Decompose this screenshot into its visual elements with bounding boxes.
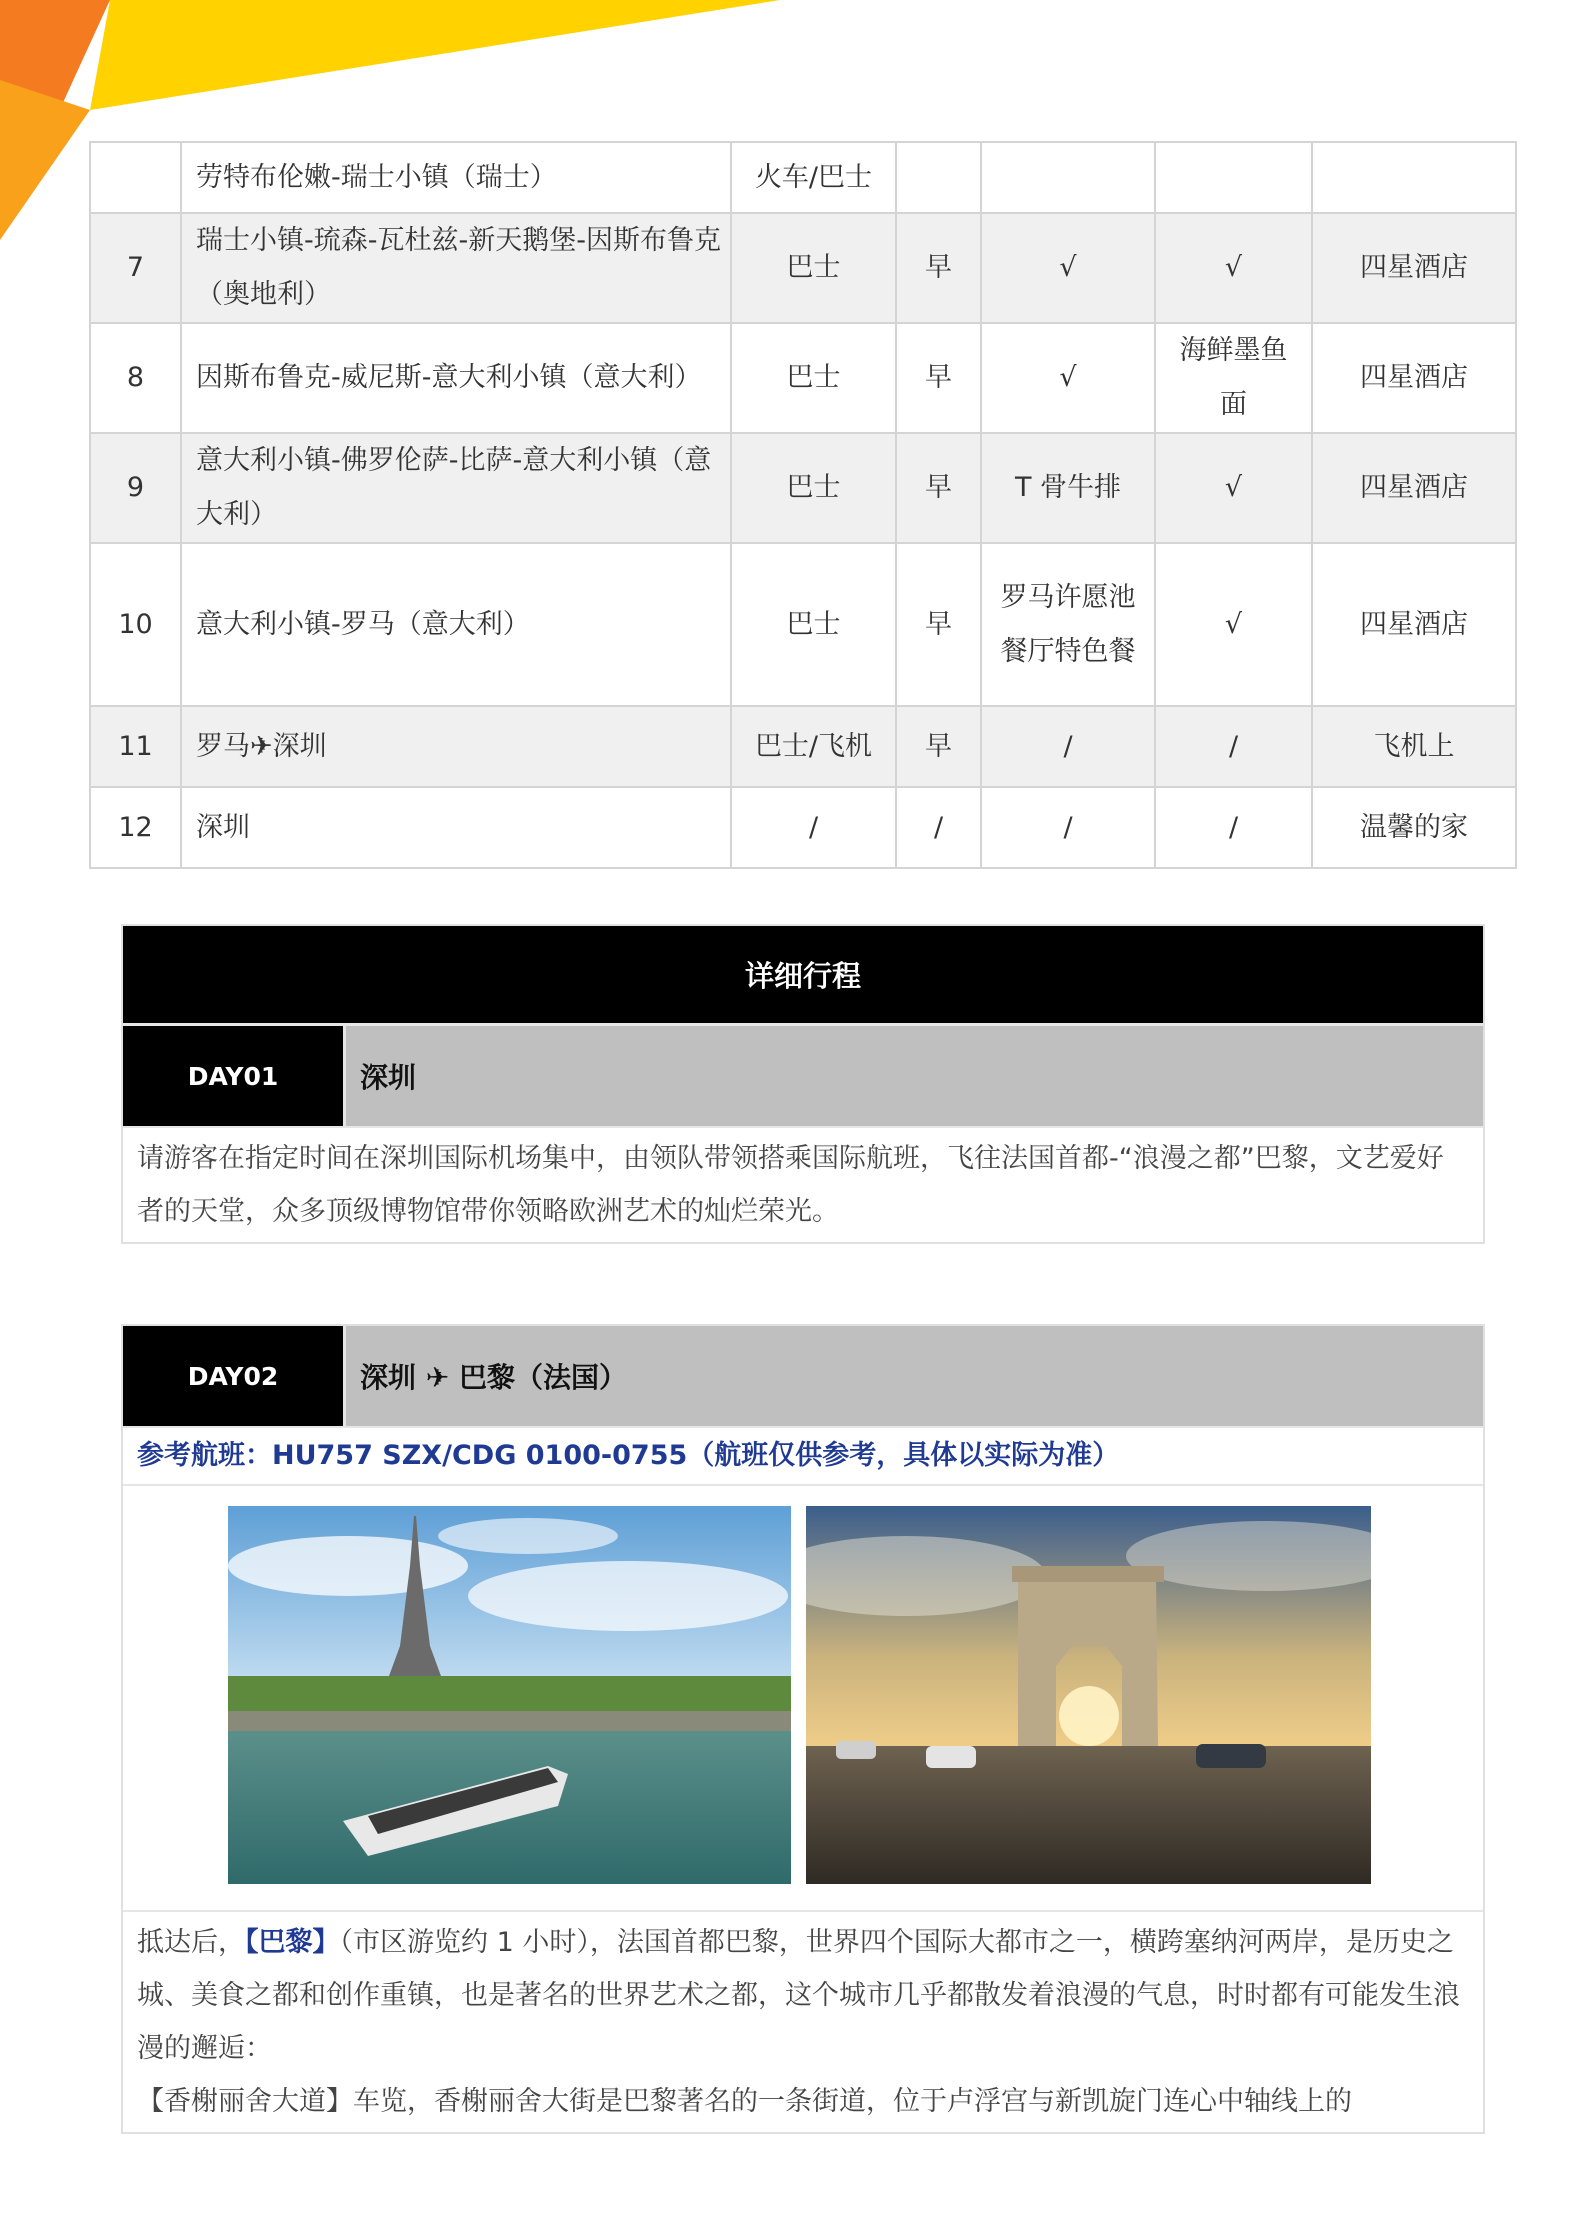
cell-breakfast: 早	[896, 543, 981, 706]
cell-breakfast: 早	[896, 323, 981, 433]
cell-hotel: 四星酒店	[1312, 433, 1516, 543]
detail-section-day02	[121, 1324, 1485, 2134]
cell-lunch	[981, 142, 1155, 213]
cell-route: 劳特布伦嫩-瑞士小镇（瑞士）	[181, 142, 731, 213]
arc-de-triomphe-photo	[806, 1506, 1371, 1884]
cell-lunch: /	[981, 787, 1155, 868]
cell-hotel: 四星酒店	[1312, 543, 1516, 706]
table-row	[90, 706, 1516, 787]
cell-hotel: 温馨的家	[1312, 787, 1516, 868]
cell-route: 罗马✈深圳	[181, 706, 731, 787]
cell-transport: /	[731, 787, 896, 868]
table-row	[90, 433, 1516, 543]
photo-row	[123, 1484, 1483, 1910]
cell-dinner: √	[1155, 543, 1312, 706]
cell-day: 9	[90, 433, 181, 543]
reference-flight: 参考航班：HU757 SZX/CDG 0100-0755（航班仅供参考，具体以实际为准）	[123, 1426, 1483, 1484]
cell-lunch: 罗马许愿池餐厅特色餐	[981, 543, 1155, 706]
itinerary-table	[89, 141, 1517, 869]
cell-day: 11	[90, 706, 181, 787]
cell-breakfast: 早	[896, 213, 981, 323]
cell-lunch: √	[981, 323, 1155, 433]
cell-route: 意大利小镇-佛罗伦萨-比萨-意大利小镇（意大利）	[181, 433, 731, 543]
champs-elysees-text: 【香榭丽舍大道】车览，香榭丽舍大街是巴黎著名的一条街道，位于卢浮宫与新凯旋门连心中轴线上的	[137, 2086, 1352, 2117]
cell-transport: 巴士	[731, 543, 896, 706]
cell-breakfast	[896, 142, 981, 213]
day01-description: 请游客在指定时间在深圳国际机场集中，由领队带领搭乘国际航班，飞往法国首都-“浪漫之都”巴黎，文艺爱好者的天堂，众多顶级博物馆带你领略欧洲艺术的灿烂荣光。	[123, 1126, 1483, 1242]
cell-route: 瑞士小镇-琉森-瓦杜兹-新天鹅堡-因斯布鲁克（奥地利）	[181, 213, 731, 323]
cell-dinner: 海鲜墨鱼面	[1155, 323, 1312, 433]
cell-hotel: 四星酒店	[1312, 213, 1516, 323]
cell-dinner: √	[1155, 433, 1312, 543]
day01-label: DAY01	[123, 1026, 346, 1126]
cell-dinner: /	[1155, 706, 1312, 787]
day02-text-start: 抵达后，	[137, 1927, 245, 1958]
day02-row	[123, 1326, 1483, 1426]
cell-day	[90, 142, 181, 213]
cell-breakfast: /	[896, 787, 981, 868]
cell-lunch: T 骨牛排	[981, 433, 1155, 543]
cell-hotel: 飞机上	[1312, 706, 1516, 787]
table-row	[90, 787, 1516, 868]
table-row	[90, 213, 1516, 323]
day02-title: 深圳 ✈ 巴黎（法国）	[346, 1326, 1483, 1426]
cell-day: 10	[90, 543, 181, 706]
cell-day: 8	[90, 323, 181, 433]
cell-hotel	[1312, 142, 1516, 213]
cell-dinner	[1155, 142, 1312, 213]
cell-hotel: 四星酒店	[1312, 323, 1516, 433]
cell-transport: 巴士	[731, 323, 896, 433]
day02-description	[123, 1910, 1483, 2132]
day02-text-rest: （市区游览约 1 小时），法国首都巴黎，世界四个国际大都市之一，横跨塞纳河两岸，是历史之城、美食之都和创作重镇，也是著名的世界艺术之都，这个城市几乎都散发着浪漫的气息，时时都有可能发生浪漫的邂逅：	[137, 1927, 1460, 2064]
cell-route: 因斯布鲁克-威尼斯-意大利小镇（意大利）	[181, 323, 731, 433]
cell-dinner: /	[1155, 787, 1312, 868]
detail-section-day01	[121, 924, 1485, 1244]
paris-highlight: 【巴黎】	[245, 1927, 340, 1958]
cell-transport: 火车/巴士	[731, 142, 896, 213]
cell-day: 12	[90, 787, 181, 868]
table-row	[90, 543, 1516, 706]
day02-label: DAY02	[123, 1326, 346, 1426]
cell-lunch: √	[981, 213, 1155, 323]
cell-lunch: /	[981, 706, 1155, 787]
detail-header: 详细行程	[123, 926, 1483, 1026]
cell-dinner: √	[1155, 213, 1312, 323]
cell-breakfast: 早	[896, 706, 981, 787]
cell-route: 意大利小镇-罗马（意大利）	[181, 543, 731, 706]
cell-transport: 巴士	[731, 433, 896, 543]
cell-transport: 巴士/飞机	[731, 706, 896, 787]
eiffel-tower-photo	[228, 1506, 791, 1884]
cell-route: 深圳	[181, 787, 731, 868]
day01-title: 深圳	[346, 1026, 1483, 1126]
cell-breakfast: 早	[896, 433, 981, 543]
cell-day: 7	[90, 213, 181, 323]
table-row	[90, 142, 1516, 213]
day01-row	[123, 1026, 1483, 1126]
cell-transport: 巴士	[731, 213, 896, 323]
table-row	[90, 323, 1516, 433]
